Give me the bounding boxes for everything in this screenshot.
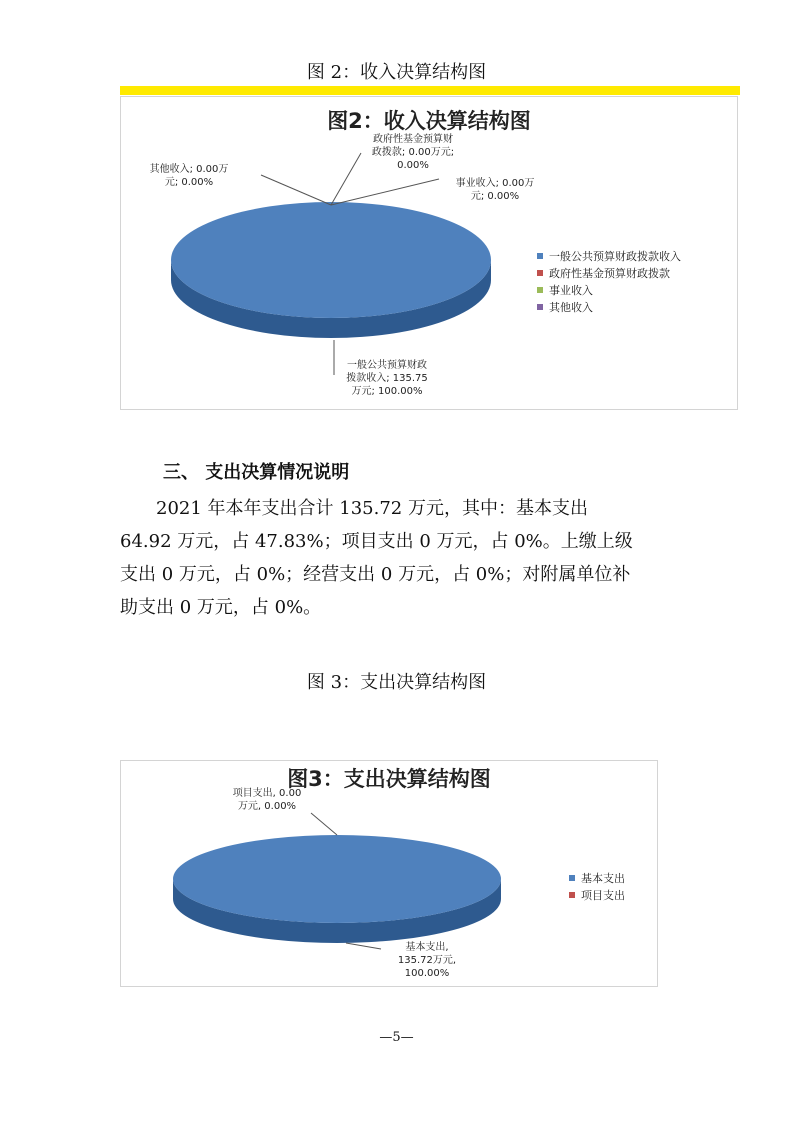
paragraph-line-1: 2021 年本年支出合计 135.72 万元，其中：基本支出	[156, 498, 588, 519]
income-leader-business	[331, 179, 439, 205]
expenditure-legend	[569, 869, 625, 903]
income-leader-other	[261, 175, 331, 205]
legend-swatch	[569, 892, 575, 898]
income-legend-item-business: 事业收入	[537, 281, 681, 298]
income-legend-item-general: 一般公共预算财政拨款收入	[537, 247, 681, 264]
figure-2-caption: 图 2：收入决算结构图	[306, 62, 487, 83]
expenditure-legend-item-project: 项目支出	[569, 886, 625, 903]
expenditure-pie-slice-basic	[173, 835, 501, 923]
expenditure-paragraph	[120, 492, 680, 624]
legend-swatch	[537, 287, 543, 293]
paragraph-line-4: 助支出 0 万元，占 0%。	[120, 597, 322, 618]
income-legend-item-other: 其他收入	[537, 298, 681, 315]
income-label-business: 事业收入; 0.00万 元; 0.00%	[455, 178, 535, 202]
income-label-other: 其他收入; 0.00万 元; 0.00%	[149, 164, 229, 188]
expenditure-label-basic: 基本支出, 135.72万元, 100.00%	[397, 942, 457, 979]
income-legend	[537, 247, 681, 315]
expenditure-leader-project	[311, 813, 337, 835]
income-legend-item-fund: 政府性基金预算财政拨款	[537, 264, 681, 281]
income-label-general: 一般公共预算财政 拨款收入; 135.75 万元; 100.00%	[346, 360, 428, 397]
expenditure-chart-title: 图3：支出决算结构图	[287, 767, 491, 791]
section-heading: 三、 支出决算情况说明	[163, 462, 350, 483]
expenditure-leader-basic	[346, 943, 381, 949]
paragraph-line-3: 支出 0 万元，占 0%；经营支出 0 万元，占 0%；对附属单位补	[120, 564, 631, 585]
legend-swatch	[569, 875, 575, 881]
expenditure-legend-item-basic: 基本支出	[569, 869, 625, 886]
expenditure-chart	[120, 760, 658, 987]
legend-swatch	[537, 270, 543, 276]
legend-swatch	[537, 253, 543, 259]
expenditure-label-project: 项目支出, 0.00 万元, 0.00%	[232, 788, 302, 812]
page-number: —5—	[379, 1030, 414, 1045]
paragraph-line-2: 64.92 万元，占 47.83%；项目支出 0 万元，占 0%。上缴上级	[120, 531, 633, 552]
yellow-divider	[120, 86, 740, 95]
income-label-fund: 政府性基金预算财 政拨款; 0.00万元; 0.00%	[371, 134, 455, 171]
income-chart	[120, 96, 738, 410]
legend-swatch	[537, 304, 543, 310]
figure-3-caption: 图 3：支出决算结构图	[306, 672, 487, 693]
income-chart-title: 图2：收入决算结构图	[327, 109, 531, 133]
income-pie-slice-general	[171, 202, 491, 318]
